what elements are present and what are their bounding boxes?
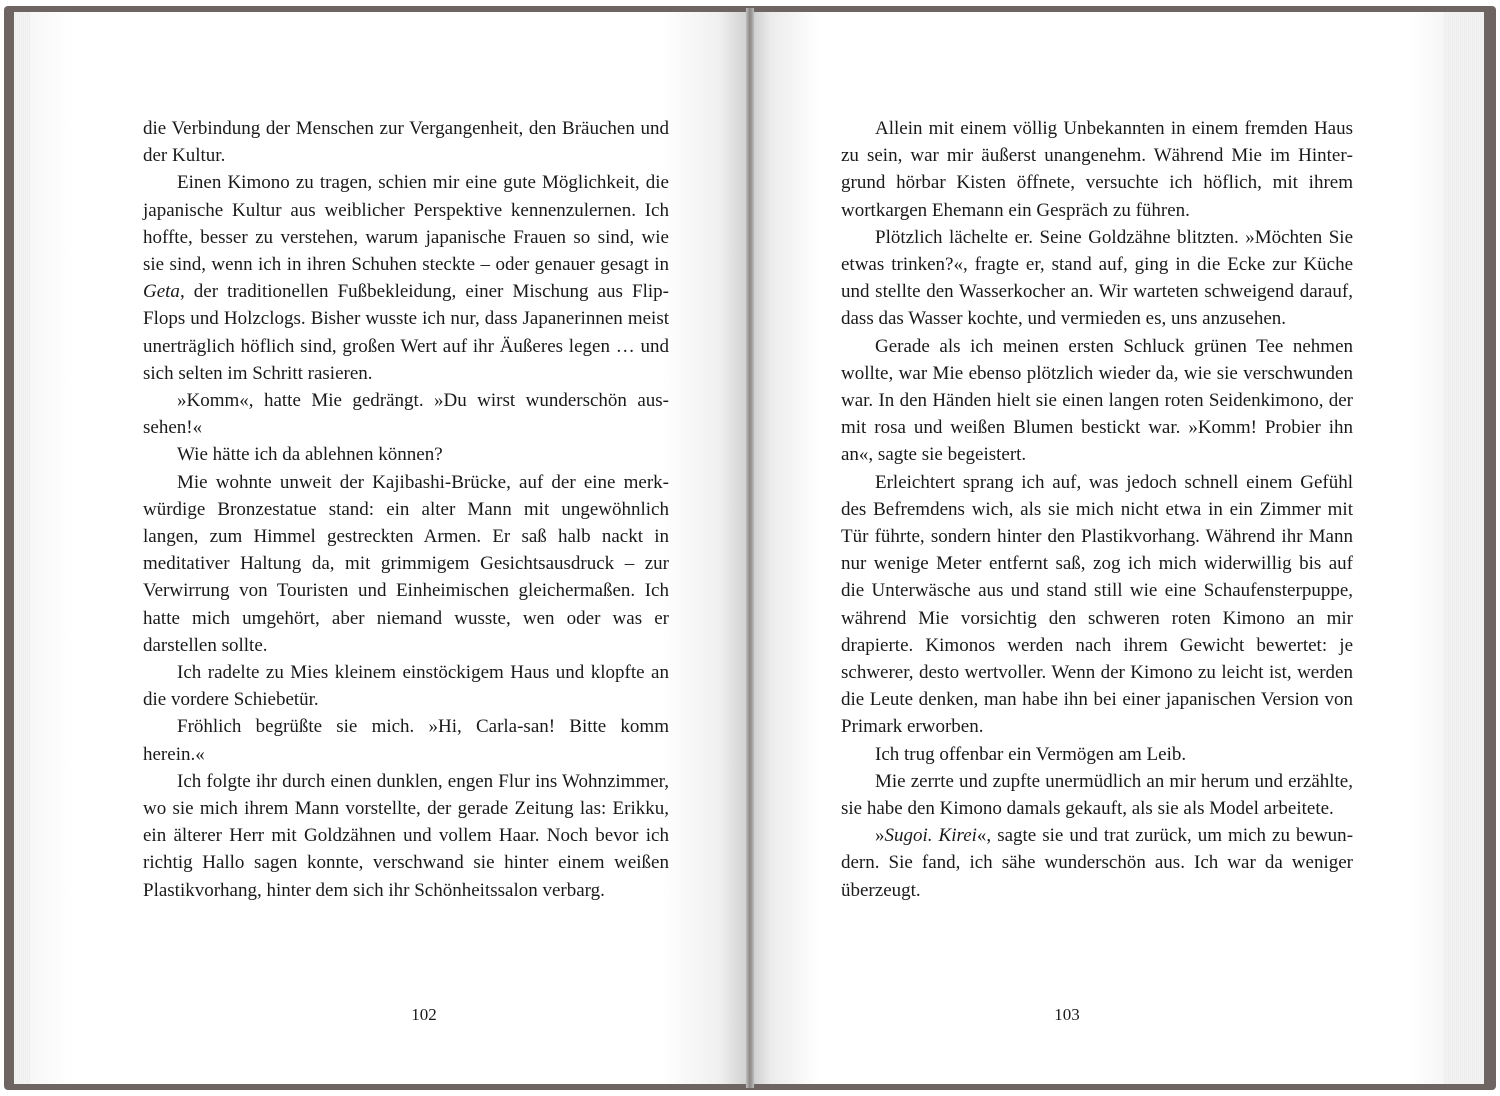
paragraph: [143, 713, 669, 767]
right-page: [750, 12, 1444, 1084]
paragraph: [143, 441, 669, 468]
text-run: Erleichtert sprang ich auf, was jedoch schnell einem Gefühl des Befremdens wich, als sie mich nicht etwa in ein Zimmer mit Tür führte, sondern hinter den Plastikvorhang. Während ihr Mann nur wenige Meter entfernt saß, zog ich mich widerwillig bis auf die Unterwäsche aus und stand still wie eine Schaufensterpuppe, während Mie vorsichtig den schweren roten Kimono an mir drapierte. Kimonos werden nach ihrem Gewicht bewertet: je schwerer, desto wertvoller. Wenn der Kimono zu leicht ist, werden die Leute denken, man habe ihn bei einer japanischen Version von Primark erworben.: [841, 471, 1353, 738]
right-page-text: [841, 115, 1353, 904]
text-run: Wie hätte ich da ablehnen können?: [177, 444, 443, 466]
paragraph: [841, 741, 1353, 768]
book-spine-gutter: [746, 8, 754, 1088]
paragraph: [143, 768, 669, 904]
text-run: die Verbindung der Menschen zur Vergangenheit, den Bräuchen und der Kultur.: [143, 118, 669, 167]
italic-text: Sugoi. Kirei: [884, 825, 977, 847]
text-run: »: [875, 825, 885, 847]
paragraph: [841, 822, 1353, 904]
paragraph: [143, 115, 669, 169]
paragraph: [143, 469, 669, 659]
text-run: Plötzlich lächelte er. Seine Goldzähne blitzten. »Möchten Sie etwas trinken?«, fragte er, stand auf, ging in die Ecke zur Küche und stellte den Wasserkocher an. Wir warteten schweigend darauf, dass das Wasser kochte, und vermieden es, uns anzusehen.: [841, 226, 1353, 330]
text-run: Gerade als ich meinen ersten Schluck grünen Tee nehmen wollte, war Mie ebenso plötzlich wieder da, wie sie verschwunden war. In den Händen hielt sie einen langen roten Seidenkimono, der mit rosa und weißen Blumen bestickt war. »Komm! Probier ihn an«, sagte sie begeistert.: [841, 335, 1353, 466]
paragraph: [841, 469, 1353, 741]
paragraph: [841, 768, 1353, 822]
text-run: Ich folgte ihr durch einen dunklen, engen Flur ins Wohnzimmer, wo sie mich ihrem Mann vorstellte, der gerade Zeitung las: Erikku, ein älterer Herr mit Goldzähnen und vollem Haar. Noch bevor ich richtig Hallo sagen konnte, verschwand sie hinter einem weißen Plastikvorhang, hinter dem sich ihr Schönheitssalon verbarg.: [143, 770, 669, 901]
text-run: Mie wohnte unweit der Kajibashi-Brücke, auf der eine merkwürdige Bronzestatue stand: ein alter Mann mit ungewöhnlich langen, zum Himmel gestreckten Armen. Er saß halb nackt in meditativer Haltung da, mit grimmigem Gesichtsausdruck – zur Verwirrung von Touristen und Einheimischen gleichermaßen. Ich hatte mich umgehört, aber niemand wusste, wen oder was er darstellen sollte.: [143, 471, 669, 656]
text-run: Ich trug offenbar ein Vermögen am Leib.: [875, 743, 1187, 765]
left-page: [30, 12, 748, 1084]
text-run: »Komm«, hatte Mie gedrängt. »Du wirst wunderschön aussehen!«: [143, 390, 669, 439]
text-run: «, sagte sie und trat zurück, um mich zu bewundern. Sie fand, ich sähe wunderschön aus. Ich war da weniger überzeugt.: [841, 825, 1354, 901]
paragraph: [143, 169, 669, 387]
text-run: Einen Kimono zu tragen, schien mir eine gute Möglichkeit, die japanische Kultur aus weiblicher Perspektive kennenzulernen. Ich hoffte, besser zu verstehen, warum japanische Frauen so sind, wie sie sind, wenn ich in ihren Schuhen steckte – oder genauer gesagt in: [143, 172, 669, 276]
text-run: , der traditionellen Fußbekleidung, einer Mischung aus Flip-Flops und Holzclogs. Bisher wusste ich nur, dass Japanerinnen meist unerträglich höflich sind, großen Wert auf ihr Äußeres legen … und sich selten im Schritt rasieren.: [143, 281, 669, 384]
left-page-number: 102: [411, 1005, 437, 1024]
paragraph: [841, 224, 1353, 333]
right-page-edges: [1440, 12, 1484, 1084]
left-page-text: [143, 115, 669, 904]
text-run: Ich radelte zu Mies kleinem einstöckigem Haus und klopfte an die vordere Schiebetür.: [143, 662, 669, 711]
paragraph: [841, 115, 1353, 224]
text-run: Allein mit einem völlig Unbekannten in einem fremden Haus zu sein, war mir äußerst unangenehm. Während Mie im Hintergrund hörbar Kisten öffnete, versuchte ich höflich, mit ihrem wortkargen Ehemann ein Gespräch zu führen.: [841, 118, 1353, 221]
paragraph: [841, 333, 1353, 469]
italic-text: Geta: [143, 281, 180, 303]
paragraph: [143, 387, 669, 441]
right-page-number: 103: [1054, 1005, 1080, 1024]
text-run: Mie zerrte und zupfte unermüdlich an mir herum und erzählte, sie habe den Kimono damals gekauft, als sie als Model arbeitete.: [841, 770, 1353, 820]
text-run: Fröhlich begrüßte sie mich. »Hi, Carla-san! Bitte komm herein.«: [143, 716, 669, 765]
paragraph: [143, 659, 669, 713]
